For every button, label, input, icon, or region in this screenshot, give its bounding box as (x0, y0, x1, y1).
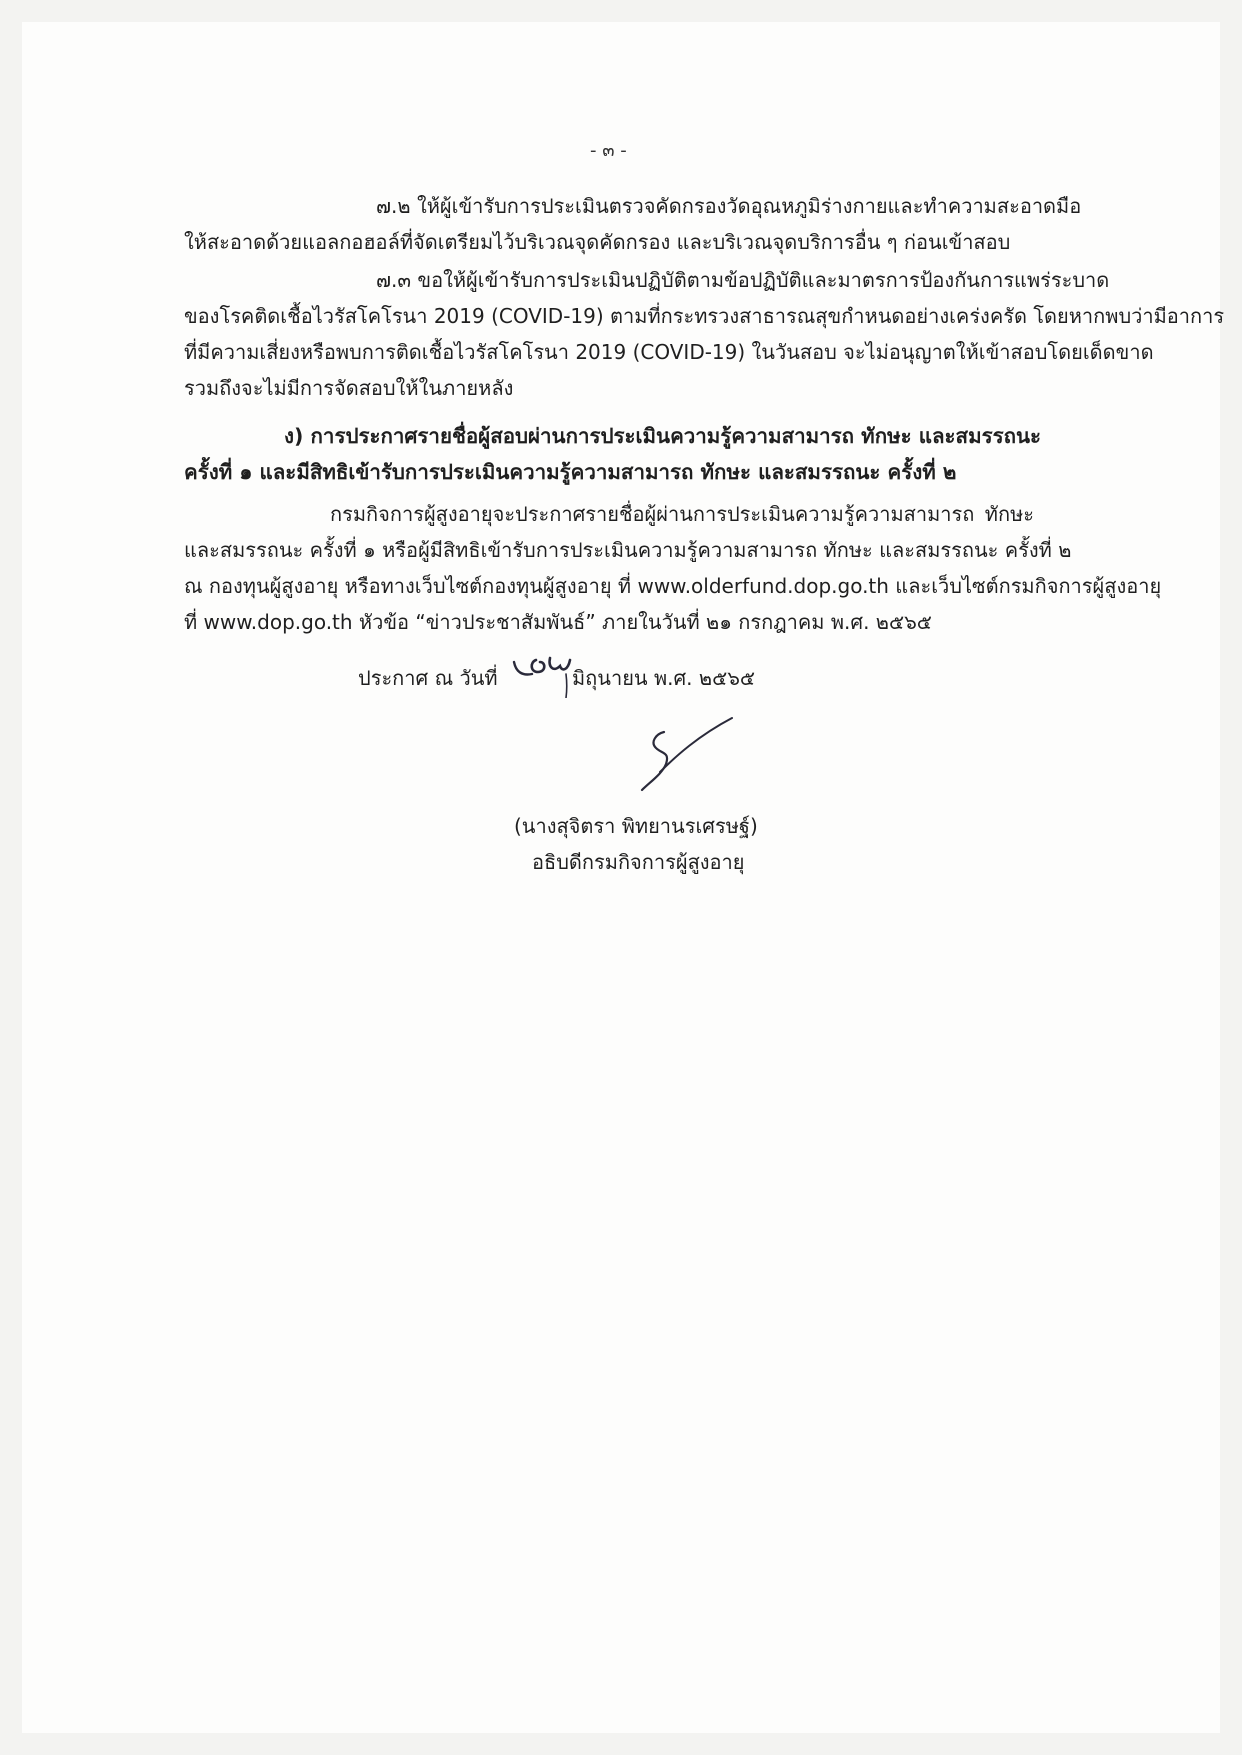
announcement-suffix: มิถุนายน พ.ศ. ๒๕๖๕ (572, 666, 756, 690)
item-7-2-line1: ๗.๒ ให้ผู้เข้ารับการประเมินตรวจคัดกรองวัดอุณหภูมิร่างกายและทำความสะอาดมือ (376, 194, 1082, 218)
item-7-2-line2: ให้สะอาดด้วยแอลกอฮอล์ที่จัดเตรียมไว้บริเวณจุดคัดกรอง และบริเวณจุดบริการอื่น ๆ ก่อนเข้าสอบ (184, 230, 1011, 254)
signatory-name: (นางสุจิตรา พิทยานรเศรษฐ์) (514, 814, 758, 838)
item-7-3-line3: ที่มีความเสี่ยงหรือพบการติดเชื้อไวรัสโคโรนา 2019 (COVID-19) ในวันสอบ จะไม่อนุญาตให้เข้าสอบโดยเด็ดขาด (184, 340, 1154, 364)
section-d-body-line4: ที่ www.dop.go.th หัวข้อ “ข่าวประชาสัมพันธ์” ภายในวันที่ ๒๑ กรกฎาคม พ.ศ. ๒๕๖๕ (184, 610, 932, 634)
page-number: - ๓ - (590, 140, 627, 161)
section-d-body-line3: ณ กองทุนผู้สูงอายุ หรือทางเว็บไซต์กองทุนผู้สูงอายุ ที่ www.olderfund.dop.go.th และเว็บไซต์กรมกิจการผู้สูงอายุ (184, 574, 1162, 598)
announcement-prefix: ประกาศ ณ วันที่ (358, 666, 498, 690)
section-d-body-line2: และสมรรถนะ ครั้งที่ ๑ หรือผู้มีสิทธิเข้ารับการประเมินความรู้ความสามารถ ทักษะ และสมรรถนะ ครั้งที่ ๒ (184, 538, 1072, 562)
item-7-3-line4: รวมถึงจะไม่มีการจัดสอบให้ในภายหลัง (184, 376, 514, 400)
signature-mark (620, 712, 740, 802)
item-7-3-line2: ของโรคติดเชื้อไวรัสโคโรนา 2019 (COVID-19) ตามที่กระทรวงสาธารณสุขกำหนดอย่างเคร่งครัด โดยหากพบว่ามีอาการ (184, 304, 1225, 328)
handwritten-day-mark (510, 652, 576, 698)
section-d-heading-line1: ง) การประกาศรายชื่อผู้สอบผ่านการประเมินความรู้ความสามารถ ทักษะ และสมรรถนะ (284, 424, 1042, 448)
section-d-body-line1: กรมกิจการผู้สูงอายุจะประกาศรายชื่อผู้ผ่านการประเมินความรู้ความสามารถ ทักษะ (330, 502, 1034, 526)
signatory-position: อธิบดีกรมกิจการผู้สูงอายุ (532, 850, 745, 874)
item-7-3-line1: ๗.๓ ขอให้ผู้เข้ารับการประเมินปฏิบัติตามข้อปฏิบัติและมาตรการป้องกันการแพร่ระบาด (376, 268, 1110, 292)
section-d-heading-line2: ครั้งที่ ๑ และมีสิทธิเข้ารับการประเมินความรู้ความสามารถ ทักษะ และสมรรถนะ ครั้งที่ ๒ (184, 460, 957, 484)
